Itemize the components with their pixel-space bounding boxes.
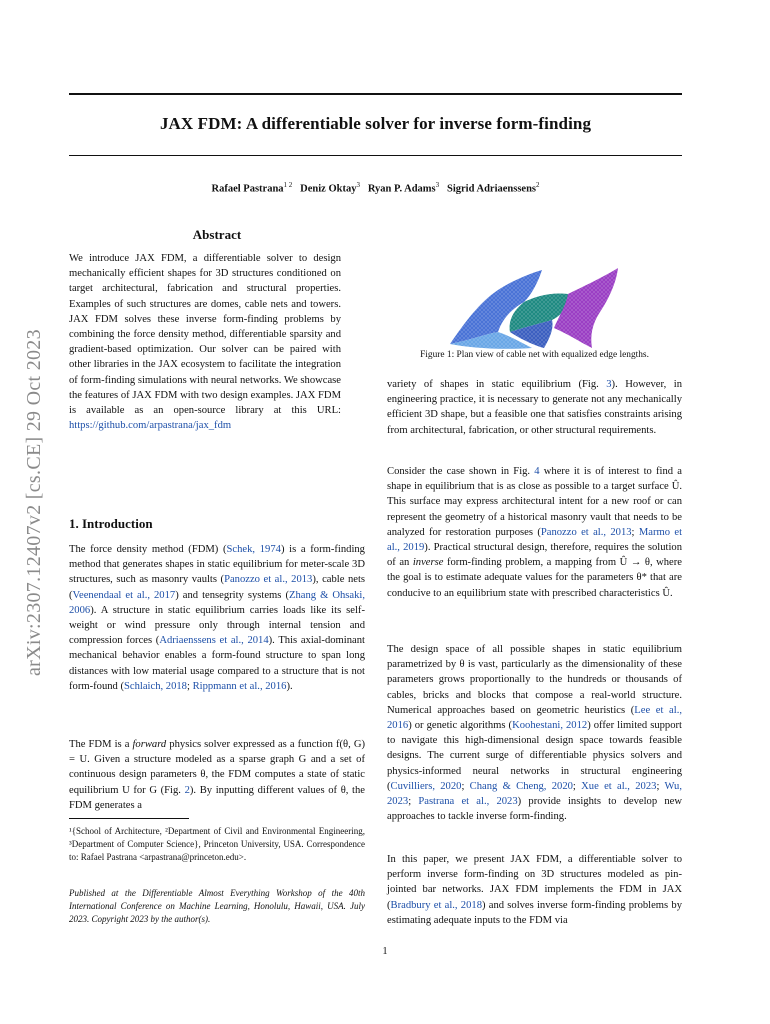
text: ), cable nets ( [69, 574, 366, 601]
figure-link[interactable]: 3 [606, 379, 612, 390]
author-name: Ryan P. Adams [367, 183, 436, 195]
right-paragraph-2 [387, 464, 682, 601]
text: ). This axial-dominant mechanical behavior enables a form-found structure to span long distances with low material usage compared to a structure that is not form-found ( [69, 635, 365, 692]
author-name: Sigrid Adriaenssens [447, 183, 536, 195]
citation-link[interactable]: Koohestani, 2012 [512, 720, 588, 732]
emphasis: forward [132, 739, 167, 750]
text: ) and tensegrity systems ( [175, 589, 289, 601]
citation-link[interactable]: Rippmann et al., 2016 [192, 680, 287, 692]
text: ; [186, 680, 193, 692]
author-affiliation: 2 [536, 181, 540, 189]
text: form-finding problem, a mapping from Û → θ, where the goal is to estimate adequate values for the parameters θ* that are conducive to an equilibrium state with prescribed characteristics Û. [387, 557, 682, 599]
author-affiliation: 3 [356, 181, 360, 189]
emphasis: inverse [412, 557, 444, 569]
text: ; [572, 780, 582, 792]
author-affiliation: 3 [435, 181, 440, 189]
cable-net-figure [440, 262, 630, 350]
footnote-rule [69, 818, 189, 819]
abstract-body [69, 251, 341, 433]
figure-link[interactable]: 2 [184, 784, 190, 796]
text: In this paper, we present JAX FDM, a differentiable solver to perform inverse form-finding on 3D structures modeled as pin-jointed bar networks. JAX FDM implements the FDM in JAX ( [387, 854, 682, 911]
publication-text: Published at the Differentiable Almost Everything Workshop of the 40th International Conference on Machine Learning, Honolulu, Hawaii, USA. July 2023. Copyright 2023 by the author(s). [69, 888, 365, 924]
text: variety of shapes in static equilibrium (Fig. [387, 379, 607, 390]
text: where it is of interest to find a shape in equilibrium that is as close as possible to a target surface Û. This surface may express architectural intent for a new roof or can represent the geometry of a historical masonry vault that needs to be analyzed for restoration purposes ( [387, 466, 682, 538]
footnote-text: ¹{School of Architecture, ²Department of Civil and Environmental Engineering, ³Department of Computer Science}, Princeton University, USA. Correspondence to: Rafael Pastrana <arpastrana@princeton.edu>. [69, 826, 365, 862]
text: ) offer limited support to navigate this high-dimensional design space towards feasible designs. The current surge of differentiable physics solvers and physics-informed neural networks in structural engineering ( [387, 720, 682, 792]
citation-link[interactable]: Bradbury et al., 2018 [390, 899, 482, 911]
author-list [69, 181, 682, 195]
text: ; [408, 796, 419, 808]
paper-title: JAX FDM: A differentiable solver for inverse form-finding [159, 114, 592, 133]
text: ; [461, 780, 470, 792]
affiliation-footnote [69, 825, 365, 863]
text: ). Practical structural design, therefore, requires the solution of an [387, 542, 682, 569]
text: The design space of all possible shapes in static equilibrium parametrized by θ is vast, particularly as the dimensionality of these parameters grows proportionally to the hundreds or thousands of cables, bricks and blocks that compose a real-world structure. Numerical approaches based on geometric heuristics ( [387, 644, 682, 716]
text: ; [656, 780, 665, 792]
citation-link[interactable]: Xue et al., 2023 [581, 780, 657, 792]
citation-link[interactable]: Veenendaal et al., 2017 [72, 589, 176, 601]
citation-link[interactable]: Marmo et al., 2019 [387, 526, 683, 554]
page-number: 1 [382, 946, 388, 957]
author-name: Deniz Oktay [300, 183, 357, 195]
intro-paragraph-1 [69, 542, 365, 694]
text: ) and solves inverse form-finding problems by estimating adequate inputs to the FDM via [387, 899, 682, 926]
citation-link[interactable]: Lee et al., 2016 [387, 704, 682, 732]
author-affiliation: 1 2 [283, 181, 293, 189]
right-paragraph-1 [387, 377, 682, 438]
text: The FDM is a [69, 739, 133, 750]
right-paragraph-4 [387, 852, 682, 928]
citation-link[interactable]: Schek, 1974 [226, 544, 281, 555]
title-rule [69, 155, 682, 156]
text: ). However, in engineering practice, it is necessary to generate not any mechanically efficient 3D shape, but a feasible one that satisfies constraints arising from architectural, fabrication, or other structural requirements. [387, 379, 682, 436]
citation-link[interactable]: Zhang & Ohsaki, 2006 [69, 589, 365, 616]
repository-link[interactable]: https://github.com/arpastrana/jax_fdm [69, 420, 232, 432]
text: physics solver expressed as a function f(θ, G) = U. Given a structure modeled as a sparse graph G and a set of continuous design parameters θ, the FDM computes a state of static equilibrium U for G (Fig. [69, 739, 365, 796]
citation-link[interactable]: Panozzo et al., 2013 [224, 574, 313, 586]
author-name: Rafael Pastrana [211, 183, 284, 195]
text: ). A structure in static equilibrium carries loads like its self-weight or wind pressure only through internal tension and compression forces ( [69, 604, 365, 647]
citation-link[interactable]: Adriaenssens et al., 2014 [159, 635, 269, 647]
figure-caption: Figure 1: Plan view of cable net with equalized edge lengths. [420, 350, 649, 360]
citation-link[interactable]: Wu, 2023 [387, 780, 683, 808]
arxiv-stamp: arXiv:2307.12407v2 [cs.CE] 29 Oct 2023 [23, 329, 45, 676]
text: ) or genetic algorithms ( [408, 720, 513, 732]
text: ) is a form-finding method that generates shapes in static equilibrium for meter-scale 3D structures, such as masonry vaults ( [69, 544, 365, 586]
text: ) provide insights to develop new approaches to tackle inverse form-finding. [387, 796, 682, 823]
citation-link[interactable]: Schlaich, 2018 [124, 680, 187, 692]
top-rule [69, 93, 682, 95]
citation-link[interactable]: Cuvilliers, 2020 [390, 780, 462, 792]
publication-note [69, 887, 365, 925]
intro-paragraph-2 [69, 737, 365, 813]
citation-link[interactable]: Pastrana et al., 2023 [418, 796, 518, 808]
citation-link[interactable]: Panozzo et al., 2013 [540, 526, 632, 538]
figure-link[interactable]: 4 [534, 466, 540, 477]
text: The force density method (FDM) ( [69, 544, 227, 555]
text: ). By inputting different values of θ, the FDM generates a [69, 784, 365, 811]
text: ; [631, 526, 639, 538]
mesh-overlay [450, 268, 618, 348]
text: ). [286, 680, 293, 692]
right-paragraph-3 [387, 642, 682, 824]
abstract-heading: Abstract [192, 227, 242, 242]
section-heading-introduction: 1. Introduction [69, 516, 153, 531]
citation-link[interactable]: Chang & Cheng, 2020 [469, 780, 573, 792]
abstract-text: We introduce JAX FDM, a differentiable solver to design mechanically efficient shapes for 3D structures conditioned on target architectural, fabrication and structural properties. Examples of such structures are domes, cable nets and towers. JAX FDM solves these inverse form-finding problems by combining the force density method, differentiable sparsity and gradient-based optimization. Our solver can be paired with other libraries in the JAX ecosystem to facilitate the integration of form-finding simulations with neural networks. We showcase the features of JAX FDM with two design examples. JAX FDM is available as an open-source library at this URL: [69, 253, 341, 417]
text: Consider the case shown in Fig. [387, 466, 535, 477]
